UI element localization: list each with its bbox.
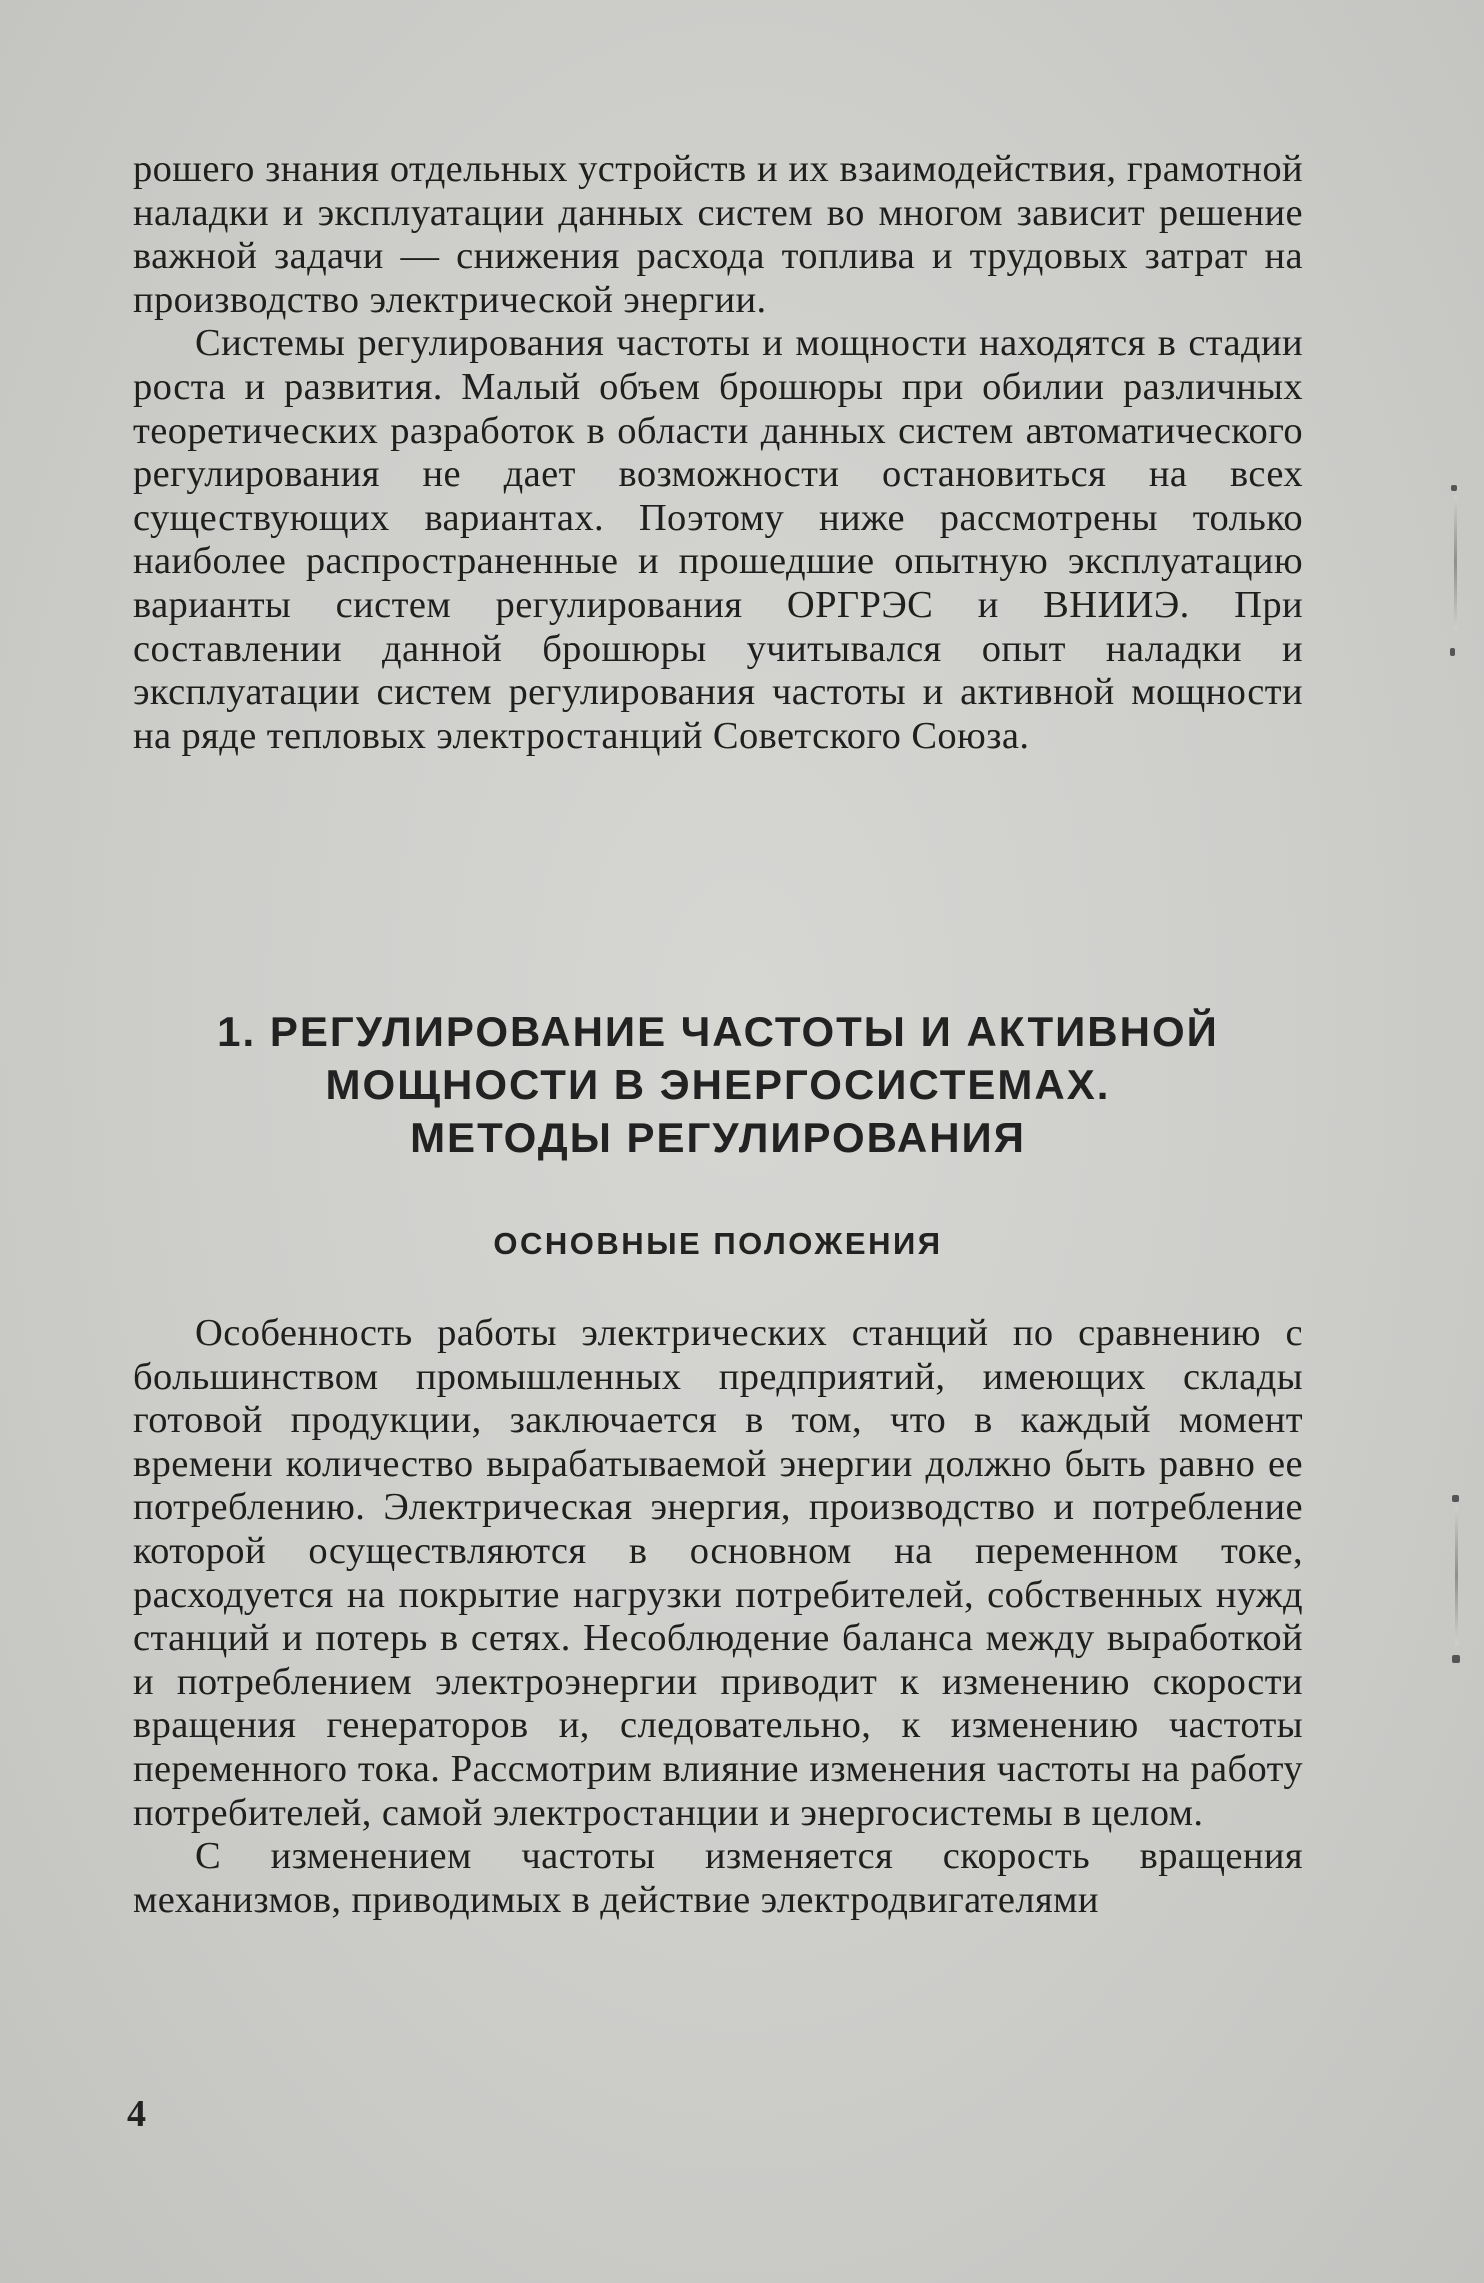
intro-text bbox=[133, 148, 1303, 758]
page-edge-speck-4 bbox=[1452, 1655, 1460, 1663]
page-number: 4 bbox=[127, 2093, 146, 2135]
intro-paragraph-1: рошего знания отдельных устройств и их взаимодействия, грамотной наладки и эксплуатации данных систем во многом зависит решение важной задачи — снижения расхода топлива и трудовых затрат на производство электрической энергии. bbox=[133, 148, 1303, 321]
page-edge-speck-1 bbox=[1451, 485, 1457, 491]
section-title: ОСНОВНЫЕ ПОЛОЖЕНИЯ bbox=[493, 1226, 943, 1261]
page-edge-speck-2 bbox=[1450, 648, 1455, 656]
page-edge-shadow-lower bbox=[1455, 1505, 1458, 1645]
chapter-title-line-2: МОЩНОСТИ В ЭНЕРГОСИСТЕМАХ. bbox=[325, 1061, 1111, 1108]
body-paragraph-2: С изменением частоты изменяется скорость вращения механизмов, приводимых в действие электродвигателями bbox=[133, 1835, 1303, 1921]
body-paragraph-1: Особенность работы электрических станций по сравнению с большинством промышленных предприятий, имеющих склады готовой продукции, заключается в том, что в каждый момент времени количество вырабатываемой энергии должно быть равно ее потреблению. Электрическая энергия, производство и потребление которой осуществляются в основном на переменном токе, расходуется на покрытие нагрузки потребителей, собственных нужд станций и потерь в сетях. Несоблюдение баланса между выработкой и потреблением электроэнергии приводит к изменению скорости вращения генераторов и, следовательно, к изменению частоты переменного тока. Рассмотрим влияние изменения частоты на работу потребителей, самой электростанции и энергосистемы в целом. bbox=[133, 1312, 1303, 1834]
page-edge-speck-3 bbox=[1452, 1495, 1459, 1502]
chapter-title bbox=[133, 1005, 1303, 1164]
chapter-title-line-1: 1. РЕГУЛИРОВАНИЕ ЧАСТОТЫ И АКТИВНОЙ bbox=[217, 1008, 1219, 1055]
chapter-title-line-3: МЕТОДЫ РЕГУЛИРОВАНИЯ bbox=[410, 1114, 1026, 1161]
intro-paragraph-2: Системы регулирования частоты и мощности находятся в стадии роста и развития. Малый объем брошюры при обилии различных теоретических разработок в области данных систем автоматического регулирования не дает возможности остановиться на всех существующих вариантах. Поэтому ниже рассмотрены только наиболее распространенные и прошедшие опытную эксплуатацию варианты систем регулирования ОРГРЭС и ВНИИЭ. При составлении данной брошюры учитывался опыт наладки и эксплуатации систем регулирования частоты и активной мощности на ряде тепловых электростанций Советского Союза. bbox=[133, 322, 1303, 757]
page-edge-shadow-upper bbox=[1454, 495, 1457, 630]
body-text bbox=[133, 1312, 1303, 1922]
